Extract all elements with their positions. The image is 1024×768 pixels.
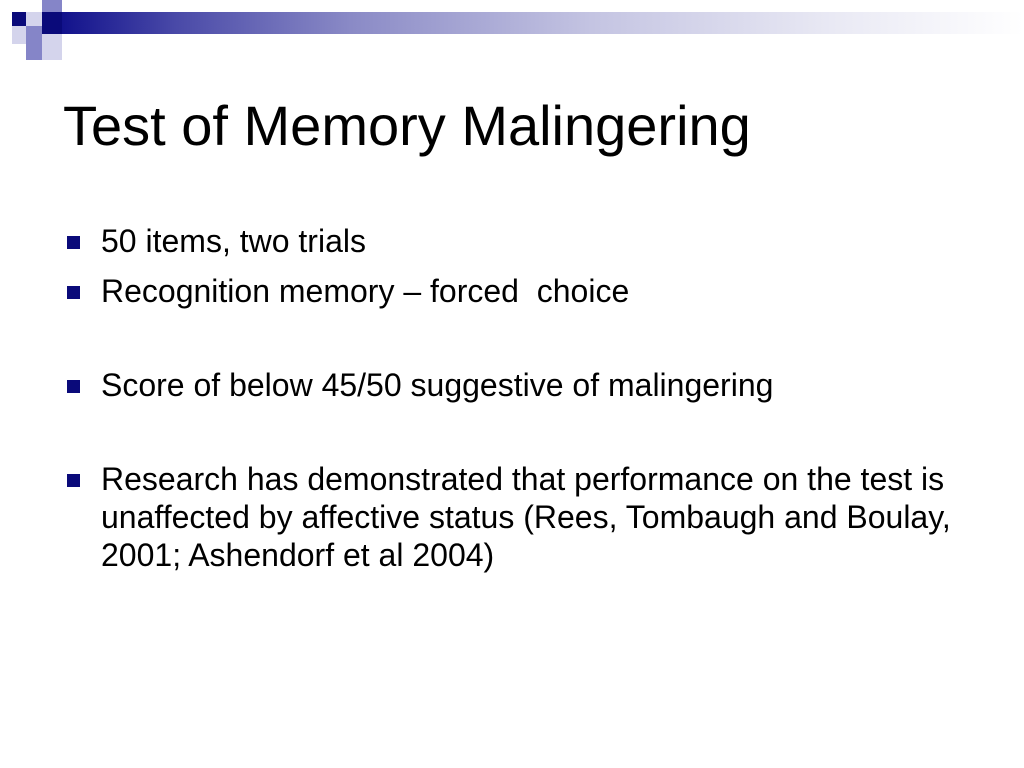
decor-square (26, 44, 42, 60)
decor-square (12, 26, 26, 44)
decor-square (42, 0, 62, 12)
decor-square (42, 34, 62, 48)
square-bullet-icon (67, 236, 80, 249)
bullet-text: Score of below 45/50 suggestive of malingering (101, 367, 774, 403)
square-bullet-icon (67, 380, 80, 393)
decor-square (26, 12, 42, 26)
decor-square (26, 26, 42, 44)
slide-title: Test of Memory Malingering (63, 94, 751, 157)
bullet-item (63, 222, 963, 260)
decor-square (42, 48, 62, 60)
bullet-item (63, 460, 963, 574)
bullet-item (63, 272, 963, 310)
bullet-list (63, 222, 963, 574)
bullet-text: Research has demonstrated that performance on the test is unaffected by affective status (Rees, Tombaugh and Boulay, 2001; Ashendorf et al 2004) (101, 461, 951, 573)
decor-square (12, 12, 26, 26)
bullet-text: 50 items, two trials (101, 223, 366, 259)
bullet-item (63, 366, 963, 404)
decor-square (42, 12, 62, 34)
square-bullet-icon (67, 286, 80, 299)
header-decoration (0, 0, 1024, 64)
bullet-text: Recognition memory – forced choice (101, 273, 630, 309)
square-bullet-icon (67, 474, 80, 487)
header-gradient-bar (62, 12, 1024, 34)
